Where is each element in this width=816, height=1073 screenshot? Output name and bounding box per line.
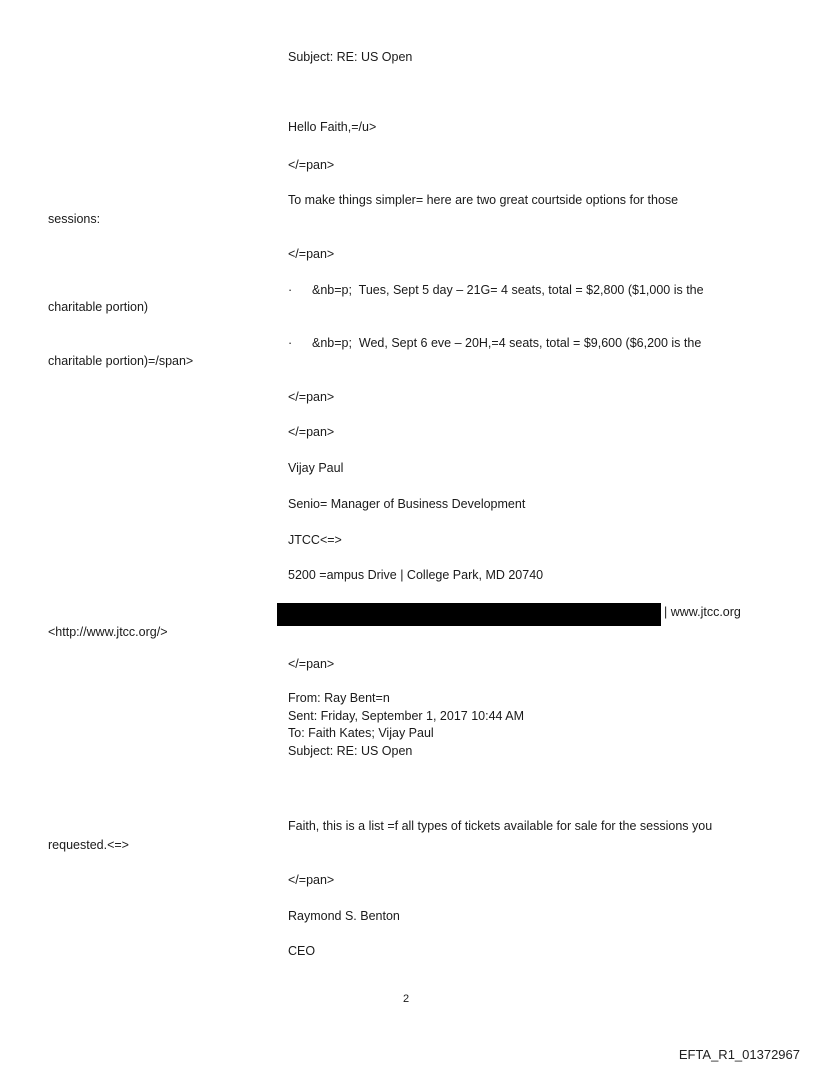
document-id: EFTA_R1_01372967 [678, 1047, 800, 1062]
bullet: · [288, 336, 293, 350]
signature-title: CEO [288, 944, 316, 958]
signature-org: JTCC<=> [288, 533, 342, 547]
intro-text: To make things simpler= here are two great courtside options for those [288, 193, 679, 207]
span-artifact: </=pan> [288, 158, 335, 172]
signature-address: 5200 =ampus Drive | College Park, MD 20740 [288, 568, 544, 582]
option-line: &nb=p; Wed, Sept 6 eve – 20H,=4 seats, total = $9,600 ($6,200 is the [312, 336, 702, 350]
bullet: · [288, 283, 293, 297]
option-line: &nb=p; Tues, Sept 5 day – 21G= 4 seats, total = $2,800 ($1,000 is the [312, 283, 704, 297]
signature-title: Senio= Manager of Business Development [288, 497, 526, 511]
signature-name: Vijay Paul [288, 461, 344, 475]
option-line-wrap: charitable portion)=/span> [48, 354, 194, 368]
signature-url[interactable]: <http://www.jtcc.org/> [48, 625, 168, 639]
signature-website[interactable]: | www.jtcc.org [664, 605, 741, 619]
option-line-wrap: charitable portion) [48, 300, 149, 314]
span-artifact: </=pan> [288, 425, 335, 439]
page-number: 2 [403, 993, 410, 1005]
subject-line: Subject: RE: US Open [288, 744, 413, 758]
to-line: To: Faith Kates; Vijay Paul [288, 726, 434, 740]
body-text-wrap: requested.<=> [48, 838, 129, 852]
span-artifact: </=pan> [288, 873, 335, 887]
intro-text-wrap: sessions: [48, 212, 101, 226]
span-artifact: </=pan> [288, 247, 335, 261]
redaction-box [277, 603, 661, 626]
sent-line: Sent: Friday, September 1, 2017 10:44 AM [288, 709, 525, 723]
subject-line: Subject: RE: US Open [288, 50, 413, 64]
from-line: From: Ray Bent=n [288, 691, 390, 705]
greeting: Hello Faith,=/u> [288, 120, 377, 134]
signature-name: Raymond S. Benton [288, 909, 400, 923]
span-artifact: </=pan> [288, 657, 335, 671]
body-text: Faith, this is a list =f all types of tickets available for sale for the sessions you [288, 819, 713, 833]
span-artifact: </=pan> [288, 390, 335, 404]
